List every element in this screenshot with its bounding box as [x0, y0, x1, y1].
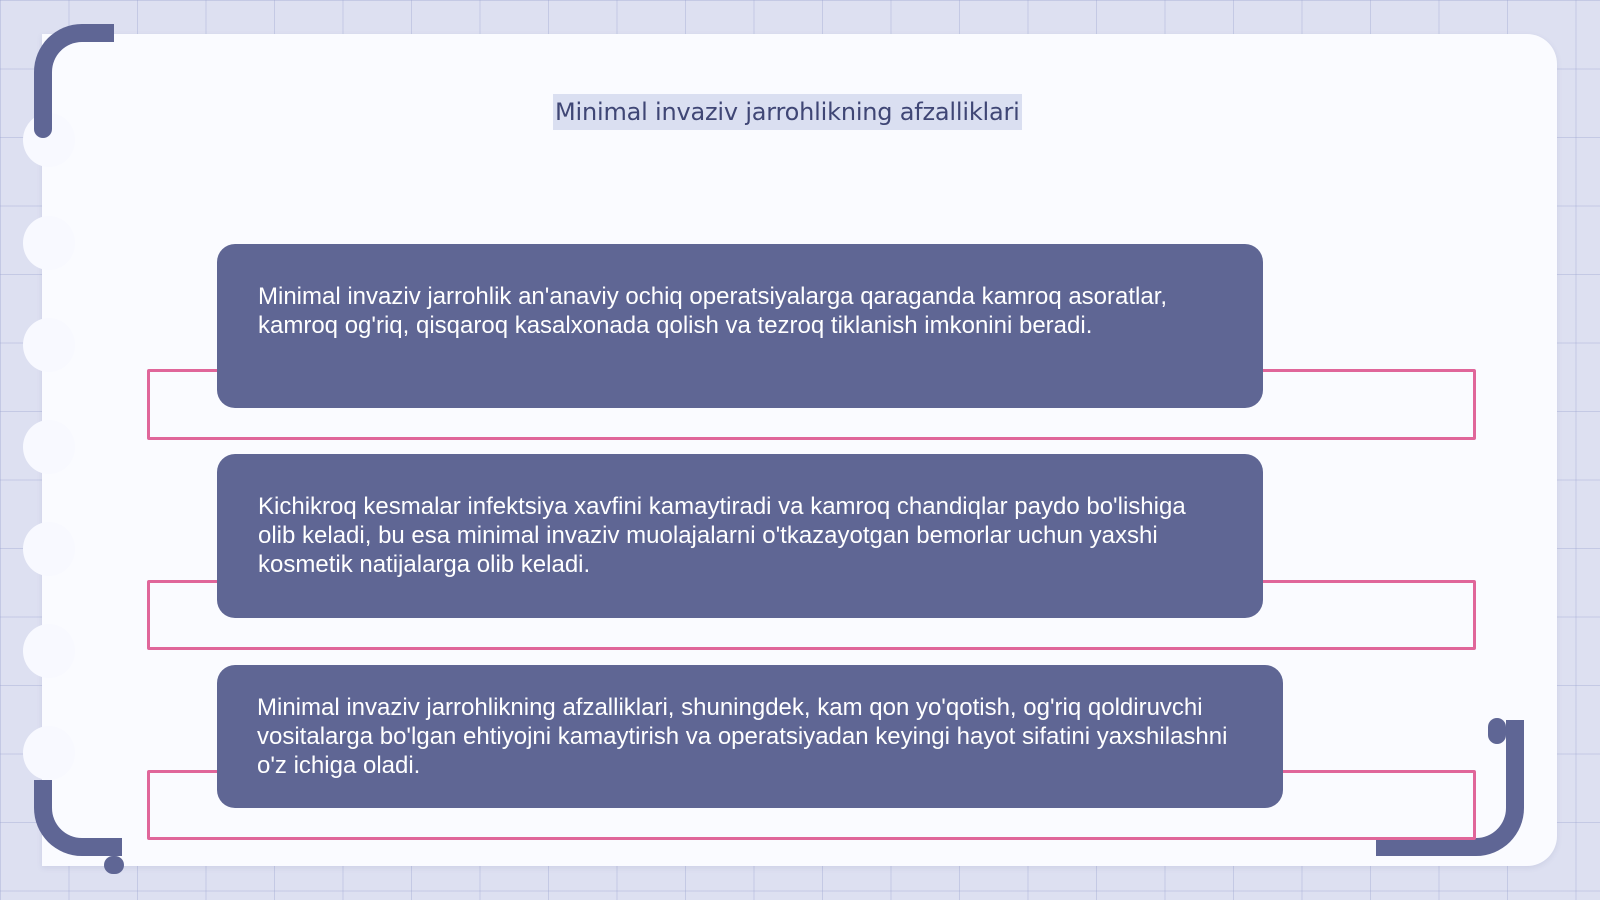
bracket-end-cap: [1488, 718, 1506, 744]
info-box-2: [217, 454, 1263, 618]
info-box-3: [217, 665, 1283, 808]
paper-scallop: [23, 624, 75, 678]
paper-scallop: [23, 216, 75, 270]
paper-scallop: [23, 420, 75, 474]
paper-scallop: [23, 522, 75, 576]
title-highlight: [553, 94, 1022, 130]
paper-scallop: [23, 318, 75, 372]
info-box-1: [217, 244, 1263, 408]
info-box-text: Kichikroq kesmalar infektsiya xavfini kamaytiradi va kamroq chandiqlar paydo bo'lishiga olib keladi, bu esa minimal invaziv muolajalarni o'tkazayotgan bemorlar uchun yaxshi kosmetik natijalarga olib keladi.: [258, 493, 1186, 578]
paper-scallop: [23, 726, 75, 780]
info-box-text: Minimal invaziv jarrohlikning afzalliklari, shuningdek, kam qon yo'qotish, og'riq qoldiruvchi vositalarga bo'lgan ehtiyojni kamaytirish va operatsiyadan keyingi hayot sifatini yaxshilashni o'z ichiga oladi.: [257, 694, 1228, 779]
info-box-text: Minimal invaziv jarrohlik an'anaviy ochiq operatsiyalarga qaraganda kamroq asoratlar, kamroq og'riq, qisqaroq kasalxonada qolish va tezroq tiklanish imkonini beradi.: [258, 283, 1168, 339]
bracket-end-cap: [104, 856, 124, 874]
slide-title: Minimal invaziv jarrohlikning afzalliklari: [555, 98, 1020, 126]
